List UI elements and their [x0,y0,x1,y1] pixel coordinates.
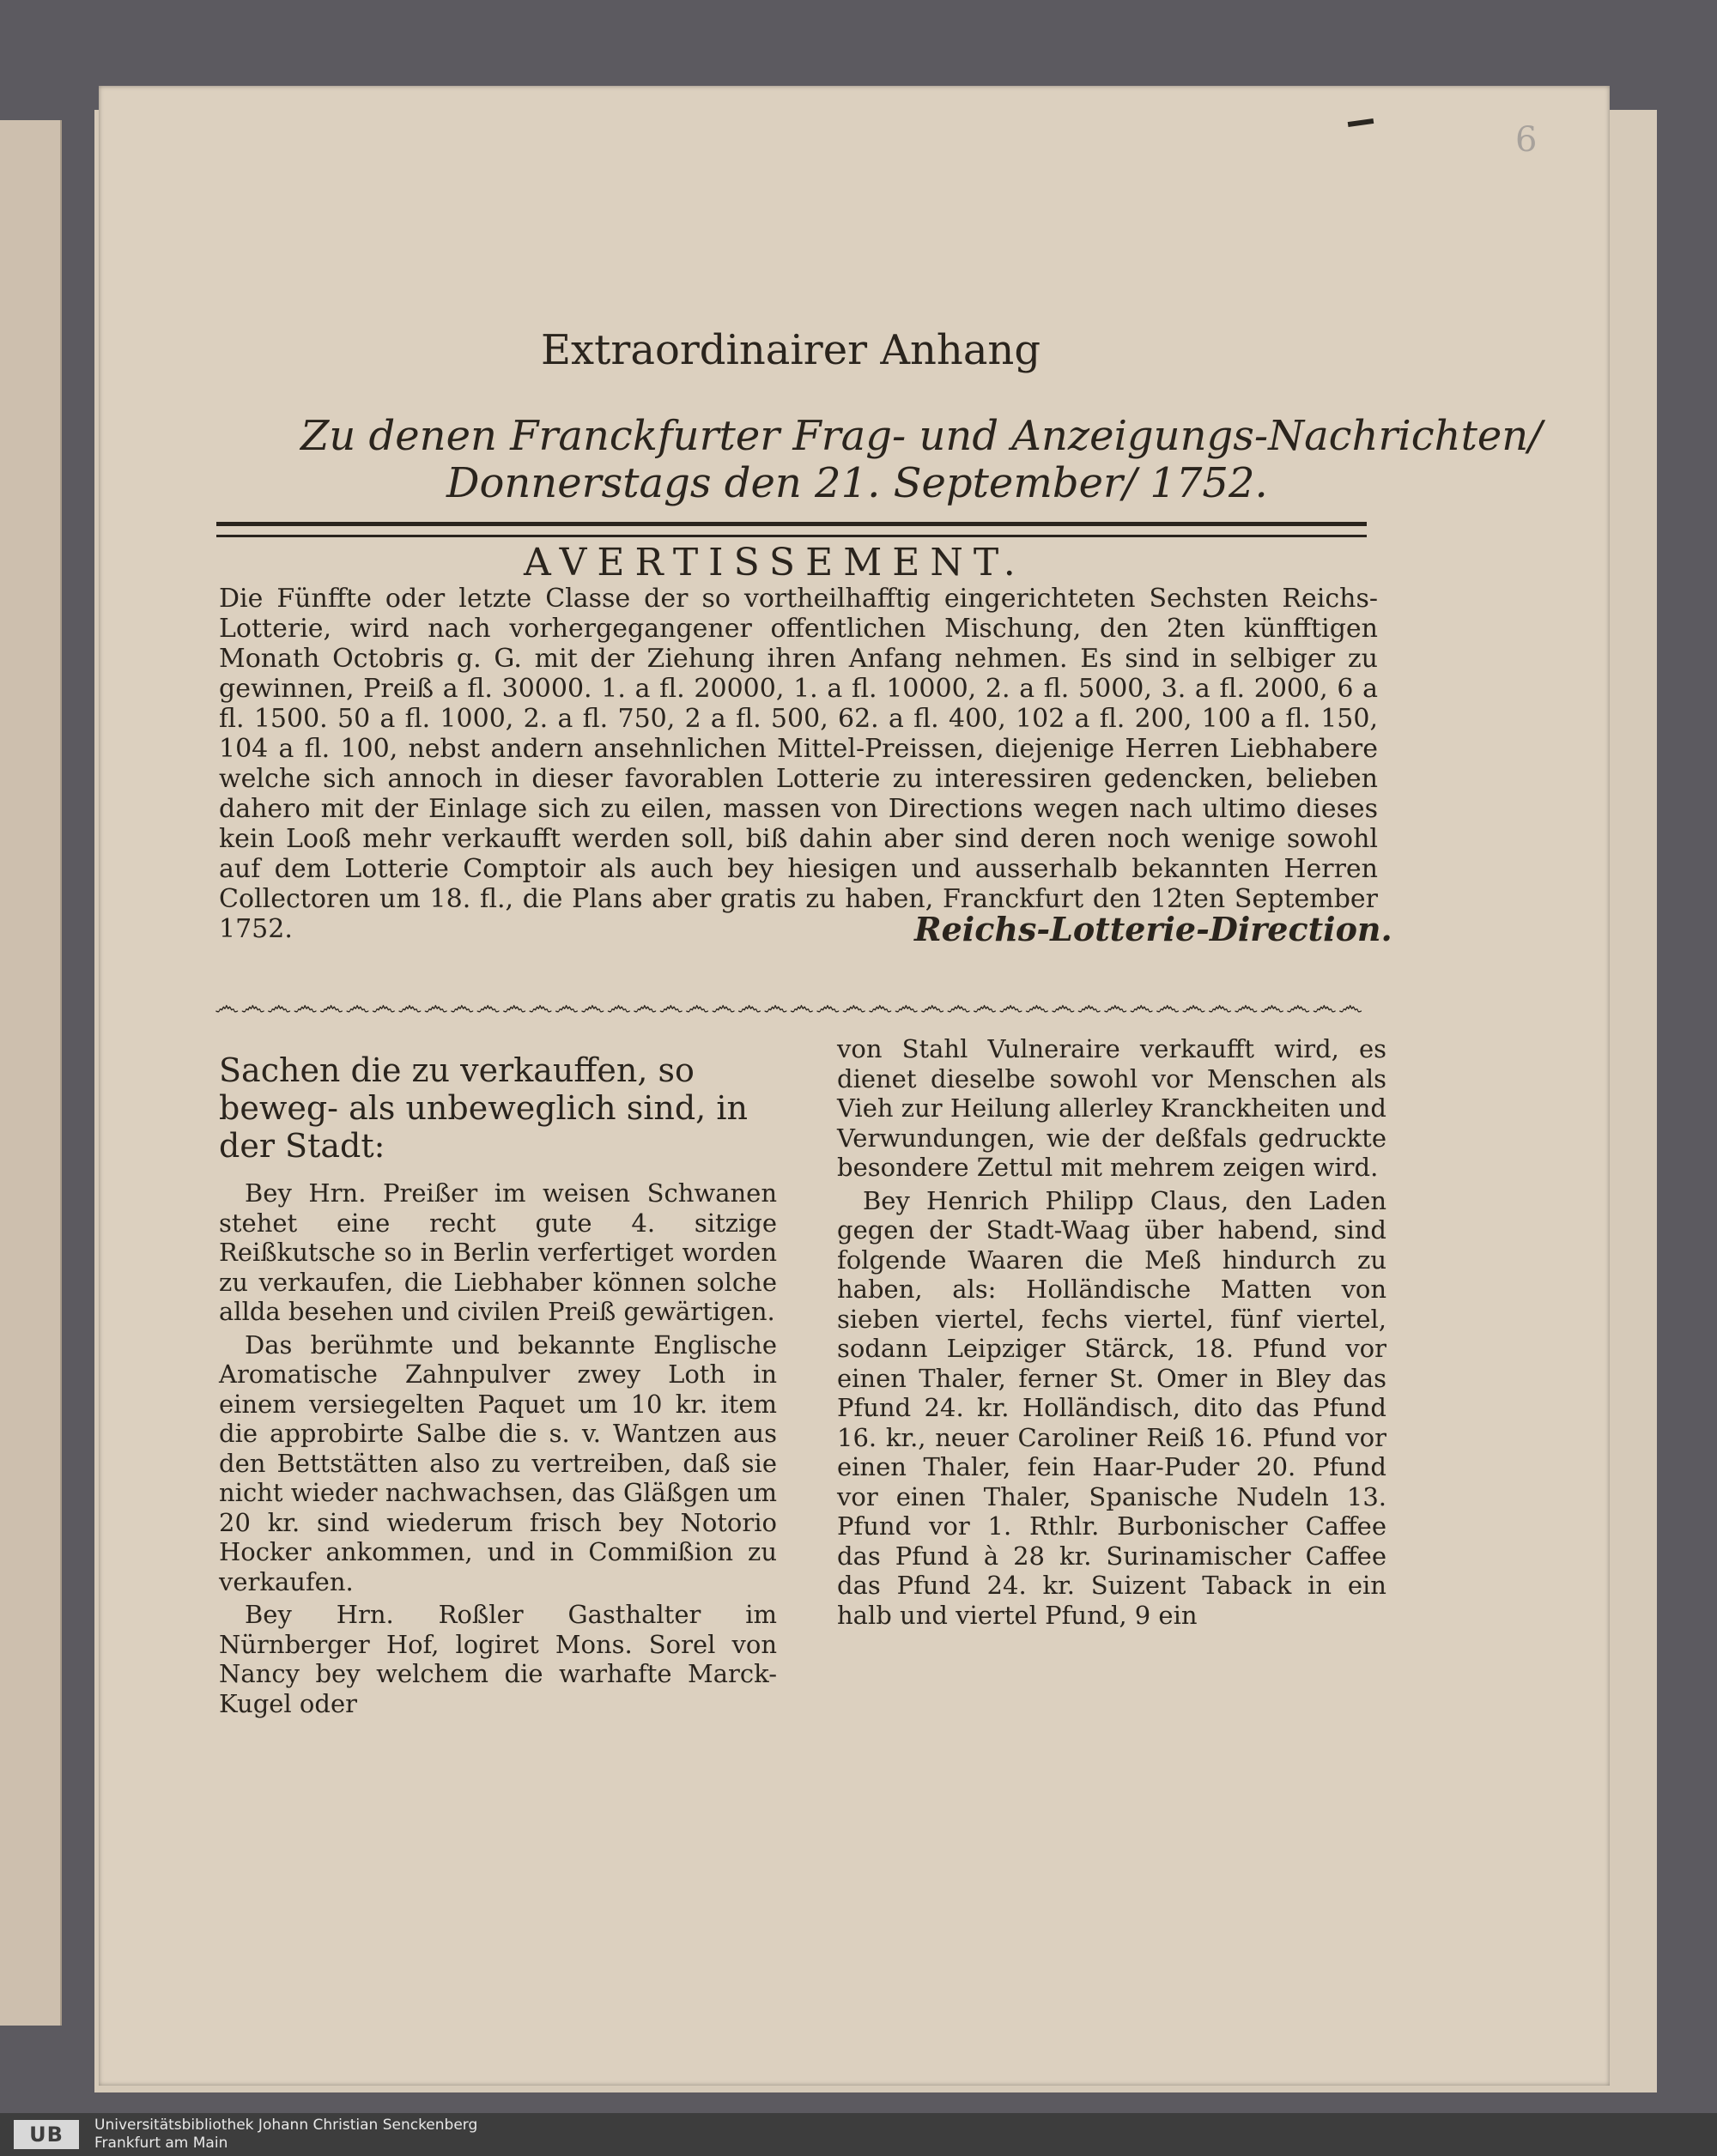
section-heading: Sachen die zu verkauffen, so beweg- als unbeweglich sind, in der Stadt: [219,1051,748,1165]
footer-city: Frankfurt am Main [94,2135,228,2152]
avertissement-heading: AVERTISSEMENT. [524,541,1026,584]
ornamental-divider: ෴෴෴෴෴෴෴෴෴෴෴෴෴෴෴෴෴෴෴෴෴෴෴෴෴෴෴෴෴෴෴෴෴෴෴෴෴෴෴෴෴෴෴෴ [215,991,1365,1020]
footer-institution-name: Universitätsbibliothek Johann Christian Senckenberg [94,2117,478,2134]
footer-institution [94,2117,477,2153]
right-column [837,1034,1386,1633]
advert-paragraph: Bey Hrn. Roßler Gasthalter im Nürnberger Hof, logiret Mons. Sorel von Nancy bey welchem die warhafte Marck-Kugel oder [219,1600,777,1718]
document-date: Donnerstags den 21. September/ 1752. [446,459,1268,507]
advert-paragraph: Das berühmte und bekannte Englische Aromatische Zahnpulver zwey Loth in einem versiegelten Paquet um 10 kr. item die approbirte Salbe die s. v. Wantzen aus den Bettstätten also zu vertreiben, daß sie nicht wieder nachwachsen, das Gläßgen um 20 kr. sind wiederum frisch bey Notorio Hocker ankommen, und in Commißion zu verkaufen. [219,1329,777,1596]
ub-logo[interactable]: UB [14,2120,79,2149]
document-subtitle: Zu denen Franckfurter Frag- und Anzeigungs-Nachrichten/ [300,412,1543,460]
avertissement-body: Die Fünffte oder letzte Classe der so vortheilhafftig eingerichteten Sechsten Reichs-Lotterie, wird nach vorhergegangener offentlichen Mischung, den 2ten künfftigen Monath Octobris g. G. mit der Ziehung ihren Anfang nehmen. Es sind in selbiger zu gewinnen, Preiß a fl. 30000. 1. a fl. 20000, 1. a fl. 10000, 2. a fl. 5000, 3. a fl. 2000, 6 a fl. 1500. 50 a fl. 1000, 2. a fl. 750, 2 a fl. 500, 62. a fl. 400, 102 a fl. 200, 100 a fl. 150, 104 a fl. 100, nebst andern ansehnlichen Mittel-Preissen, diejenige Herren Liebhabere welche sich annoch in dieser favorablen Lotterie zu interessiren gedencken, belieben dahero mit der Einlage sich zu eilen, massen von Directions wegen nach ultimo dieses kein Looß mehr verkaufft werden soll, biß dahin aber sind deren noch wenige sowohl auf dem Lotterie Comptoir als auch bey hiesigen und ausserhalb bekannten Herren Collectoren um 18. fl., die Plans aber gratis zu haben, Franckfurt den 12ten September 1752. [219,584,1378,944]
header-rule [216,522,1367,537]
page-folio-number: 6 [1515,120,1538,160]
avertissement-signature: Reichs-Lotterie-Direction. [914,910,1392,948]
advert-paragraph: Bey Henrich Philipp Claus, den Laden gegen der Stadt-Waag über habend, sind folgende Waaren die Meß hindurch zu haben, als: Holländische Matten von sieben viertel, fechs viertel, fünf viertel, sodann Leipziger Stärck, 18. Pfund vor einen Thaler, ferner St. Omer in Bley das Pfund 24. kr. Holländisch, dito das Pfund 16. kr., neuer Caroliner Reiß 16. Pfund vor einen Thaler, fein Haar-Puder 20. Pfund vor einen Thaler, Spanische Nudeln 13. Pfund vor 1. Rthlr. Burbonischer Caffee das Pfund à 28 kr. Surinamischer Caffee das Pfund 24. kr. Suizent Taback in ein halb und viertel Pfund, 9 ein [837,1185,1386,1630]
document-title: Extraordinairer Anhang [541,326,1041,374]
advert-paragraph: von Stahl Vulneraire verkaufft wird, es dienet dieselbe sowohl vor Menschen als Vieh zur Heilung allerley Kranckheiten und Verwundungen, wie der deßfals gedruckte besondere Zettul mit mehrem zeigen wird. [837,1034,1386,1182]
adjacent-page-edge [0,120,62,2026]
library-footer [0,2113,1717,2156]
left-column [219,1051,777,1722]
advert-paragraph: Bey Hrn. Preißer im weisen Schwanen stehet eine recht gute 4. sitzige Reißkutsche so in Berlin verfertiget worden zu verkaufen, die Liebhaber können solche allda besehen und civilen Preiß gewärtigen. [219,1178,777,1326]
